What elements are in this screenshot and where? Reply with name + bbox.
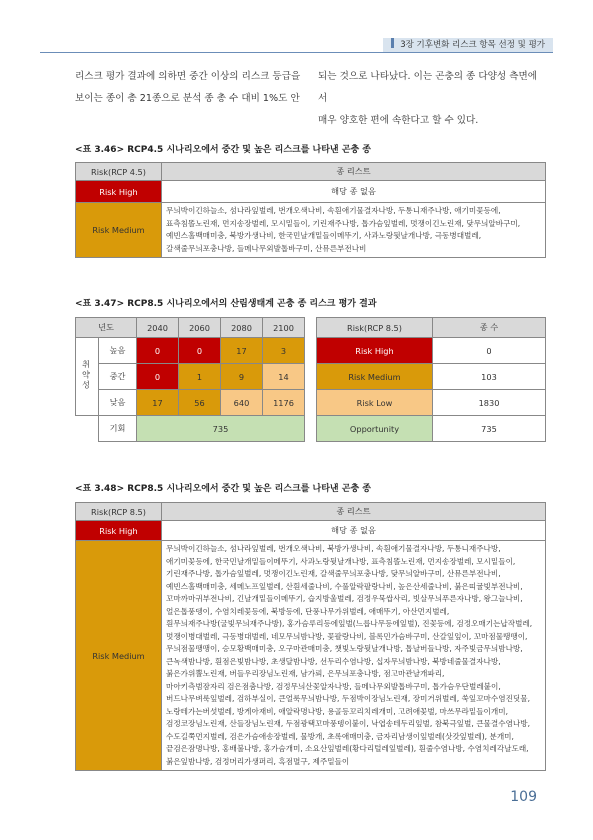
chapter-title: 3장 기후변화 리스크 항목 선정 및 평가 [400,40,545,50]
table3-caption: <표 3.48> RCP8.5 시나리오에서 중간 및 높은 리스크를 나타낸 곤충 종 [75,484,371,494]
row-label-low: 낮음 [99,390,137,416]
cell-value: 0 [179,338,221,364]
table1-caption: <표 3.46> RCP4.5 시나리오에서 중간 및 높은 리스크를 나타낸 곤충 종 [75,145,371,155]
chapter-header [40,38,553,53]
summary-count: 0 [433,338,546,364]
table2-caption: <표 3.47> RCP8.5 시나리오에서의 산림생태계 곤충 종 리스크 평가 결과 [75,299,377,309]
row-label-high: 높음 [99,338,137,364]
opportunity-value: 735 [137,416,305,442]
species-line: 붉은잎밤나방, 검정머리가생퍼리, 흑점멸구, 제주밑들이 [166,756,350,766]
cell-value: 1176 [263,390,305,416]
summary-count: 103 [433,364,546,390]
summary-count: 735 [433,416,546,442]
species-line: 버드나무벼룩잎벌레, 검하부실이, 큰얼룩무늬밤나방, 두점박이장님노린재, 장미거위벌레, 쑥잎꼬마수염진딧물, [166,694,530,703]
species-line: 무늬점물땡땡이, 승모황백매미충, 오구마관매미충, 챗빛노랑뒷날개나방, 톱날버들나방, 자주빛금무늬밤나방, [166,644,523,653]
year-2060: 2060 [179,318,221,338]
intro-line: 되는 것으로 나타났다. 이는 곤충의 종 다양성 측면에서 [318,71,538,104]
table1-header-risk: Risk(RCP 4.5) [76,163,162,181]
risk-high-cell: Risk High [76,521,162,541]
risk-high-cell: Risk High [76,181,162,203]
intro-line: 보이는 종이 총 21종으로 분석 종 총 수 대비 1%도 안 [75,93,300,104]
species-line: 끝검은잠명나방, 홍배불나방, 홍가슴개미, 소요산잎벌레(황다리털레잎벌레), 흰줄수염나방, 수염치레각날도래, [166,744,529,753]
species-line: 검정코장님노린재, 산들장님노린재, 두점광택꼬마풍뎅이붙이, 낙엽송테두리잎벌, 참북극잎벌, 큰물결수염나방, [166,719,530,728]
summary-header-risk: Risk(RCP 8.5) [317,318,433,338]
cell-value: 17 [137,390,179,416]
species-line: 갈색줄무늬포충나방, 들메나무외발톱바구미, 산뮤른부전나비 [166,243,367,253]
table3-header-risk: Risk(RCP 8.5) [76,503,162,521]
risk-medium-cell: Risk Medium [76,203,162,258]
cell-value: 14 [263,364,305,390]
year-2040: 2040 [137,318,179,338]
table2-summary [316,317,546,442]
table1 [75,162,546,258]
cell-value: 1 [179,364,221,390]
summary-risk-high: Risk High [317,338,433,364]
species-cell: 해당 종 없음 [162,181,546,203]
cell-value: 0 [137,338,179,364]
species-line: 흰무늬재주나방(굴빛무늬재주나방), 홍가슴루리등에잎벌(느릅나무등에잎벌), 진꽃등에, 검정오매기는납작벌레, [166,619,533,628]
summary-risk-medium: Risk Medium [317,364,433,390]
summary-header-count: 종 수 [433,318,546,338]
species-line: 큰녹색밤나방, 흰점은빛밤나방, 초생달밤나방, 선두리수염나방, 십자무늬밤나방, 북방네줄물결자나방, [166,656,501,666]
species-line: 기린재주나방, 톱가슴잎벌레, 멋쟁이긴노린재, 갈색줄무늬포충나방, 닻무늬알바구미, 산뮤른부전나비, [166,569,501,578]
cell-value: 17 [221,338,263,364]
table3-header-species: 종 리스트 [162,503,546,521]
species-line: 무늬박이긴하늘소, 섬나라잎벌레, 번개오색나비, 북방가생나비, 속흰애기물결자나방, 두통니재주나방, [166,544,501,553]
cell-value: 0 [137,364,179,390]
species-line: 노랑테가는버섯벌레, 방게아재비, 애알락명나방, 용골등꼬리치레개미, 고려애꽃벌, 마쓰무라밑들이개미, [166,706,508,716]
summary-risk-low: Risk Low [317,390,433,416]
page-number: 109 [510,789,537,805]
species-line: 표측침똘노린재, 먼지송장벌레, 모시밑들이, 기린재주나방, 톱가슴잎벌레, 멋쟁이긴노린재, 닻무늬알바구미, [166,218,521,228]
species-line: 무늬박이긴하늘소, 섬나라잎벌레, 번개오색나비, 속흰애기물결자나방, 두통니재주나방, 애기미꽃등에, [166,206,501,215]
species-list [162,541,546,771]
chapter-tab [383,38,553,52]
cell-value: 640 [221,390,263,416]
summary-count: 1830 [433,390,546,416]
species-line: 수도길쭉먼지벌레, 검은가슴애송장벌레, 물방개, 초록애매미충, 금자리남생이잎벌레(삿갓잎벌레), 분개미, [166,731,514,741]
year-header: 년도 [76,318,137,338]
species-line: 예빈스홀백매미충, 세메노프잎벌레, 산흰세줄나비, 수풀알락팔랑나비, 높은산세줄나비, 붉은띠귤빛부전나비, [166,581,523,591]
year-2080: 2080 [221,318,263,338]
species-line: 붉은가위뿔노린재, 버들우리장님노린재, 남가뢰, 은무늬포충나방, 점고마관날개파리, [166,669,445,678]
cell-value: 56 [179,390,221,416]
species-list [162,203,546,258]
intro-paragraph-left [75,66,307,110]
species-cell: 해당 종 없음 [162,521,546,541]
species-line: 멋쟁이병대벌레, 극동병대벌레, 네모무늬밤나방, 꽃팔랑나비, 블록민가슴바구미, 산갈잎잎이, 꼬마점물땡땡이, [166,631,528,641]
vulnerability-text: 취약성 [81,360,92,391]
tab-mark [391,38,394,48]
vulnerability-label [76,338,99,416]
intro-paragraph-right [318,66,546,132]
intro-line: 리스크 평가 결과에 의하면 중간 이상의 리스크 등급을 [75,71,301,82]
table3 [75,502,546,771]
species-line: 애기미꽃등에, 한국민날개밑들이메뚜기, 사과노랑뒷날개나방, 표측침똘노린재, 먼지송장벌레, 모시밑들이, [166,556,516,566]
cell-value: 3 [263,338,305,364]
year-2100: 2100 [263,318,305,338]
row-label-medium: 중간 [99,364,137,390]
table1-header-species: 종 리스트 [162,163,546,181]
cell-value: 9 [221,364,263,390]
summary-opportunity: Opportunity [317,416,433,442]
risk-medium-cell: Risk Medium [76,541,162,771]
species-line: 마아키측범잠자리 검은점춤나방, 검정무늬산꽃알자나방, 들메나무외발톱바구미, 톱가슴우단벌레붙이, [166,681,501,691]
species-line: 예빈스홀백매미충, 북방가생나비, 한국민날개밑들이메뚜기, 사과노랑뒷날개나방, 극동병대벌레, [166,231,482,240]
blank-cell [76,416,99,442]
species-line: 얼은톱풍뎅이, 수염치레꽃등에, 북방등에, 단풍나무가위벌레, 애매뚜기, 아산먼지벌레, [166,606,450,616]
species-line: 꼬마까마귀부전나비, 긴날개밑들이메뚜기, 습지방울벌레, 검정우묵쌉사리, 빗살무늬푸른자나방, 왕그늘나비, [166,594,523,603]
table2-matrix [75,317,305,442]
intro-line: 매우 양호한 편에 속한다고 할 수 있다. [318,115,479,126]
row-label-opportunity: 기회 [99,416,137,442]
